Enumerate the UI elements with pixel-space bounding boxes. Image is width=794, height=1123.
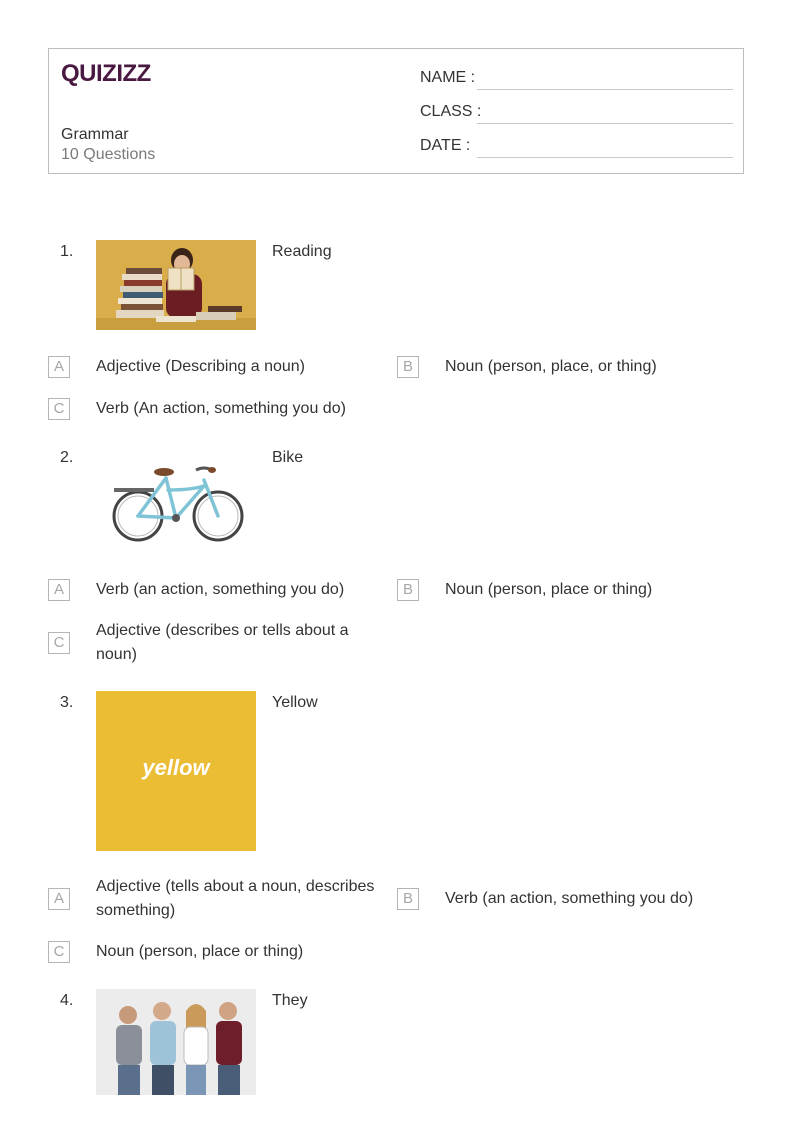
option-b-box[interactable]: B xyxy=(397,356,419,378)
option-a-box[interactable]: A xyxy=(48,888,70,910)
option-a-box[interactable]: A xyxy=(48,579,70,601)
option-a-text: Adjective (tells about a noun, describes something) xyxy=(96,878,375,919)
svg-text:QUIZIZZ: QUIZIZZ xyxy=(61,60,151,87)
question-text: They xyxy=(272,992,308,1009)
option-c-box[interactable]: C xyxy=(48,632,70,654)
option-c-text: Noun (person, place or thing) xyxy=(96,943,304,960)
question-number: 4. xyxy=(60,992,74,1009)
class-line[interactable] xyxy=(477,123,733,124)
group-of-people-photo xyxy=(96,989,256,1095)
question-number: 3. xyxy=(60,694,74,711)
question-number: 2. xyxy=(60,449,74,466)
option-a-box[interactable]: A xyxy=(48,356,70,378)
woman-reading-books-photo xyxy=(96,240,256,330)
question-text: Bike xyxy=(272,449,304,466)
option-a-text: Verb (an action, something you do) xyxy=(96,581,345,598)
option-b-box[interactable]: B xyxy=(397,579,419,601)
yellow-swatch xyxy=(96,691,256,851)
date-label: DATE : xyxy=(420,137,471,154)
question-count: 10 Questions xyxy=(61,146,156,163)
option-b-box[interactable]: B xyxy=(397,888,419,910)
worksheet-title: Grammar xyxy=(61,126,129,143)
worksheet-header xyxy=(48,48,744,174)
option-b-text: Noun (person, place or thing) xyxy=(445,581,653,598)
quizizz-logo xyxy=(61,59,153,87)
name-line[interactable] xyxy=(477,89,733,90)
option-c-box[interactable]: C xyxy=(48,398,70,420)
question-text: Yellow xyxy=(272,694,318,711)
question-text: Reading xyxy=(272,243,332,260)
option-c-text: Verb (An action, something you do) xyxy=(96,400,346,417)
option-b-text: Verb (an action, something you do) xyxy=(445,890,694,907)
option-b-text: Noun (person, place, or thing) xyxy=(445,358,657,375)
name-label: NAME : xyxy=(420,69,476,86)
option-c-box[interactable]: C xyxy=(48,941,70,963)
yellow-swatch-label: yellow xyxy=(142,755,210,780)
date-line[interactable] xyxy=(477,157,733,158)
class-label: CLASS : xyxy=(420,103,482,120)
option-a-text: Adjective (Describing a noun) xyxy=(96,358,305,375)
question-number: 1. xyxy=(60,243,74,260)
bicycle-photo xyxy=(96,446,256,556)
option-c-text: Adjective (describes or tells about a noun) xyxy=(96,622,349,663)
